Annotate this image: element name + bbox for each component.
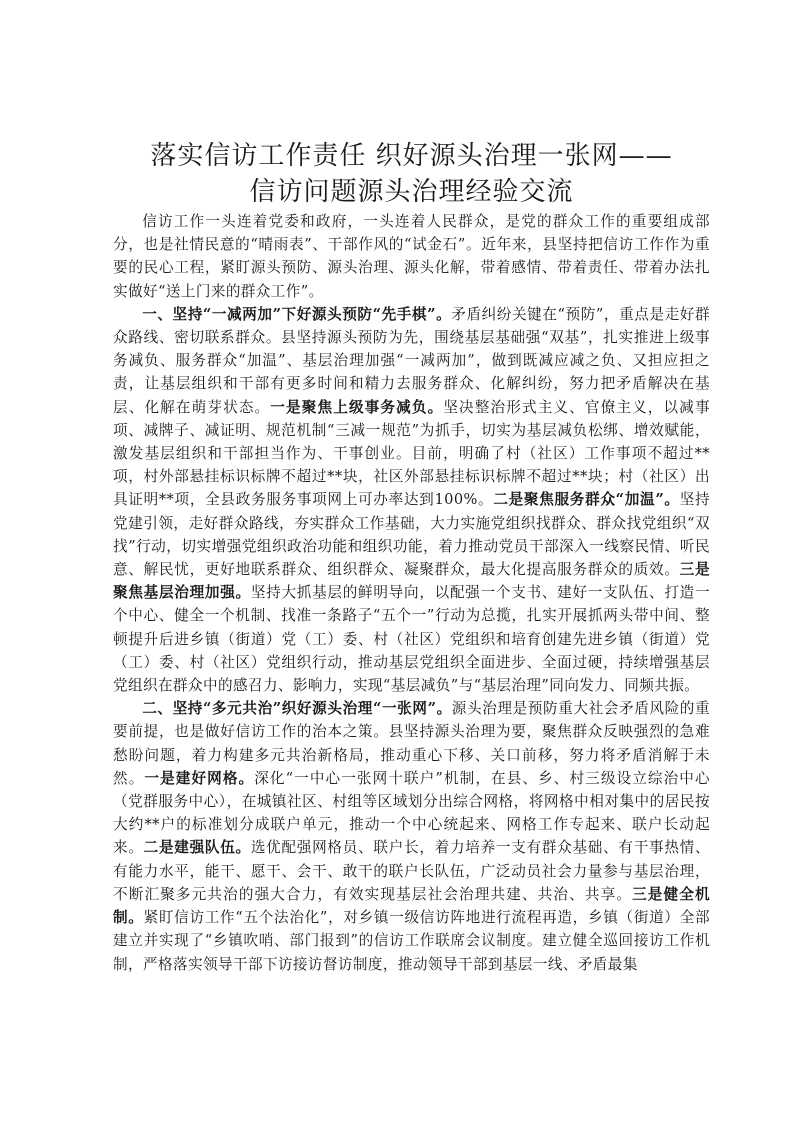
- section-2-point-3-heading: 三是健全机制。: [113, 885, 710, 927]
- section-1-text: 矛盾纠纷关键在“预防”，重点是走好群众路线、密切联系群众。县坚持源头预防为先，围绕基层基础强“双基”，扎实推进上级事务减负、服务群众“加温”、基层治理加强“一减两加”，做到既减应减之负、又担应担之责，让基层组织和干部有更多时间和精力去服务群众、化解纠纷，努力把矛盾解决在基层、化解在萌芽状态。: [113, 305, 710, 416]
- section-2-text: 源头治理是预防重大社会矛盾风险的重要前提，也是做好信访工作的治本之策。县坚持源头治理为要，聚焦群众反映强烈的急难愁盼问题，着力构建多元共治新格局，推动重心下移、关口前移，努力将矛盾消解于未然。: [113, 700, 710, 787]
- document-title: [113, 138, 710, 210]
- document-page: [113, 138, 710, 976]
- section-2-point-2-heading: 二是建强队伍。: [143, 839, 251, 857]
- section-2-point-3-text: 紧盯信访工作“五个法治化”，对乡镇一级信访阵地进行流程再造，乡镇（街道）全部建立并实现了“乡镇吹哨、部门报到”的信访工作联席会议制度。建立健全巡回接访工作机制，严格落实领导干部下访接访督访制度，推动领导干部到基层一线、矛盾最集: [113, 909, 710, 973]
- intro-paragraph: 信访工作一头连着党委和政府，一头连着人民群众，是党的群众工作的重要组成部分，也是社情民意的“晴雨表”、干部作风的“试金石”。近年来，县坚持把信访工作作为重要的民心工程，紧盯源头预防、源头治理、源头化解，带着感情、带着责任、带着办法扎实做好“送上门来的群众工作”。: [113, 213, 710, 300]
- section-1-point-1-text: 坚决整治形式主义、官僚主义，以减事项、减牌子、减证明、规范机制“三减一规范”为抓手，切实为基层减负松绑、增效赋能，激发基层组织和干部担当作为、干事创业。目前，明确了村（社区）工作事项不超过**项，村外部悬挂标识标牌不超过**块，社区外部悬挂标识标牌不超过**块；村（社区）出具证明**项，全县政务服务事项网上可办率达到100%。: [113, 398, 710, 509]
- section-1-point-1-heading: 一是聚焦上级事务减负。: [270, 398, 444, 416]
- section-1-point-3-heading: 三是聚焦基层治理加强。: [113, 561, 710, 602]
- section-2-point-1-text: 深化“一中心一张网十联户”机制，在县、乡、村三级设立综治中心（党群服务中心），在城镇社区、村组等区域划分出综合网格，将网格中相对集中的居民按大约**户的标准划分成联户单元，推动一个中心统起来、网格工作专起来、联户长动起来。: [113, 769, 710, 857]
- title-line-1: 落实信访工作责任 织好源头治理一张网——: [150, 141, 673, 171]
- section-2-point-2-text: 选优配强网格员、联户长，着力培养一支有群众基础、有干事热情、有能力水平，能干、愿干、会干、敢干的联户长队伍，广泛动员社会力量参与基层治理，不断汇聚多元共治的强大合力，有效实现基层社会治理共建、共治、共享。: [113, 839, 710, 903]
- section-2-point-1-heading: 一是建好网格。: [144, 769, 255, 787]
- section-2-paragraph: [113, 697, 710, 975]
- title-line-2: 信访问题源头治理经验交流: [249, 177, 574, 207]
- section-2-heading: 二、坚持“多元共治”织好源头治理“一张网”。: [142, 700, 452, 718]
- section-1-point-2-heading: 二是聚焦服务群众“加温”。: [493, 491, 680, 509]
- section-1-point-2-text: 坚持党建引领，走好群众路线，夯实群众工作基础，大力实施党组织找群众、群众找党组织“双找”行动，切实增强党组织政治功能和组织功能，着力推动党员干部深入一线察民情、听民意、解民忧，更好地联系群众、组织群众、凝聚群众，最大化提高服务群众的质效。: [113, 491, 710, 579]
- section-1-paragraph: [113, 303, 710, 697]
- section-1-heading: 一、坚持“一减两加”下好源头预防“先手棋”。: [142, 305, 452, 323]
- section-1-point-3-text: 坚持大抓基层的鲜明导向，以配强一个支书、建好一支队伍、打造一个中心、健全一个机制、找准一条路子“五个一”行动为总揽，扎实开展抓两头带中间、整顿提升后进乡镇（街道）党（工）委、村（社区）党组织和培育创建先进乡镇（街道）党（工）委、村（社区）党组织行动，推动基层党组织全面进步、全面过硬，持续增强基层党组织在群众中的感召力、影响力，实现“基层减负”与“基层治理”同向发力、同频共振。: [113, 584, 710, 695]
